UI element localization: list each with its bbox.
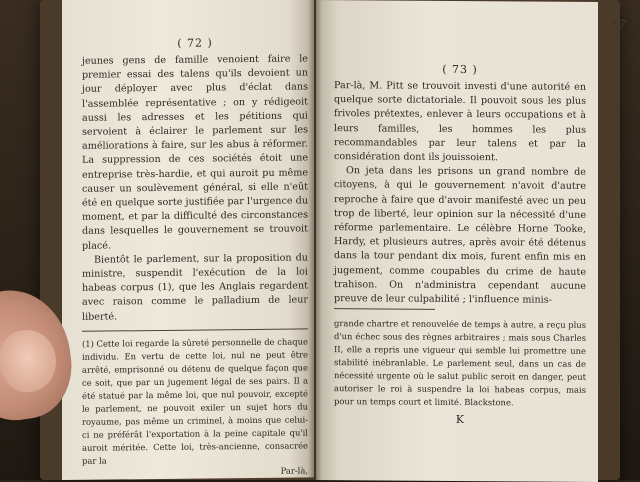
handwritten-folio-number: 57 — [610, 18, 626, 32]
page-number-right: ( 73 ) — [442, 62, 478, 77]
left-body-text — [82, 52, 308, 324]
left-footnote — [82, 335, 308, 467]
catchword: Par-là, — [280, 465, 308, 476]
right-paragraph-1: Par-là, M. Pitt se trouvoit investi d'une autorité en quelque sorte dictatoriale. Il pouvoit sous les plus frivoles prétextes, enlever à leurs occupations et à leurs familles, les hommes les plus recommandables par leur talens et par la considération dont ils jouissoient. — [334, 80, 586, 164]
left-paragraph-2: Bientôt le parlement, sur la proposition du ministre, suspendit l'exécution de la loi habeas corpus (1), que les Anglais regardent avec raison comme le palladium de leur liberté. — [82, 252, 308, 323]
book-gutter — [308, 0, 322, 480]
right-footnote — [334, 317, 586, 410]
footnote-continuation-rule — [334, 308, 435, 310]
right-footnote-text: grande chartre et renouvelée de temps à autre, a reçu plus d'un échec sous des règnes arbitraires ; mais sous Charles II, elle a repris une vigueur qui semble lui promettre une stabilité inébranlable. Le parlement seul, dans un cas de nécessité urgente où le salut public seroit en danger, peut autoriser le roi à suspendre la loi habeas corpus, mais pour un temps court et limité. Blackstone. — [334, 318, 586, 408]
left-paragraph-1: jeunes gens de famille venoient faire le premier essai des talens qu'ils devoient un jour déployer avec plus d'éclat dans l'assemblée représentative ; on y rédigeoit aussi les adresses et les pétitions qui servoient à éclairer le parlement sur les améliorations à faire, sur les abus à réformer. La suppression de ces sociétés étoit une entreprise très-hardie, et qui auroit pu même causer un soulèvement général, si elle n'eût été en quelque sorte justifiée par l'urgence du moment, et par la difficulté des circonstances dans lesquelles le gouvernement se trouvoit placé. — [82, 53, 308, 252]
right-body-text — [334, 79, 586, 308]
footnote-rule — [82, 328, 308, 331]
right-page — [316, 0, 598, 482]
left-page — [62, 0, 314, 480]
signature-mark: K — [455, 413, 465, 427]
right-paragraph-2: On jeta dans les prisons un grand nombre de citoyens, à qui le gouvernement n'avoit d'autre reproche à faire que d'avoir manifesté avec un peu trop de liberté, leur opinion sur la nécessité d'une réforme parlementaire. Le célèbre Horne Tooke, Hardy, et plusieurs autres, après avoir été détenus dans la tour pendant dix mois, furent enfin mis en jugement, comme coupables du crime de haute trahison. On n'administra cependant aucune preuve de leur culpabilité ; l'influence minis- — [334, 165, 586, 306]
left-footnote-text: (1) Cette loi regarde la sûreté personnelle de chaque individu. En vertu de cette loi, nul ne peut être arrêté, emprisonné ou détenu de quelque façon que ce soit, que par un jugement légal de ses pairs. Il a été statué par la même loi, que nul pouvoir, excepté le parlement, ne pouvoit exiler un sujet hors du royaume, pas même un criminel, à moins que celui-ci ne préférât l'exportation à la peine capitale qu'il auroit méritée. Cette loi, très-ancienne, consacrée par la — [82, 336, 308, 466]
page-number-left: ( 72 ) — [177, 36, 213, 50]
